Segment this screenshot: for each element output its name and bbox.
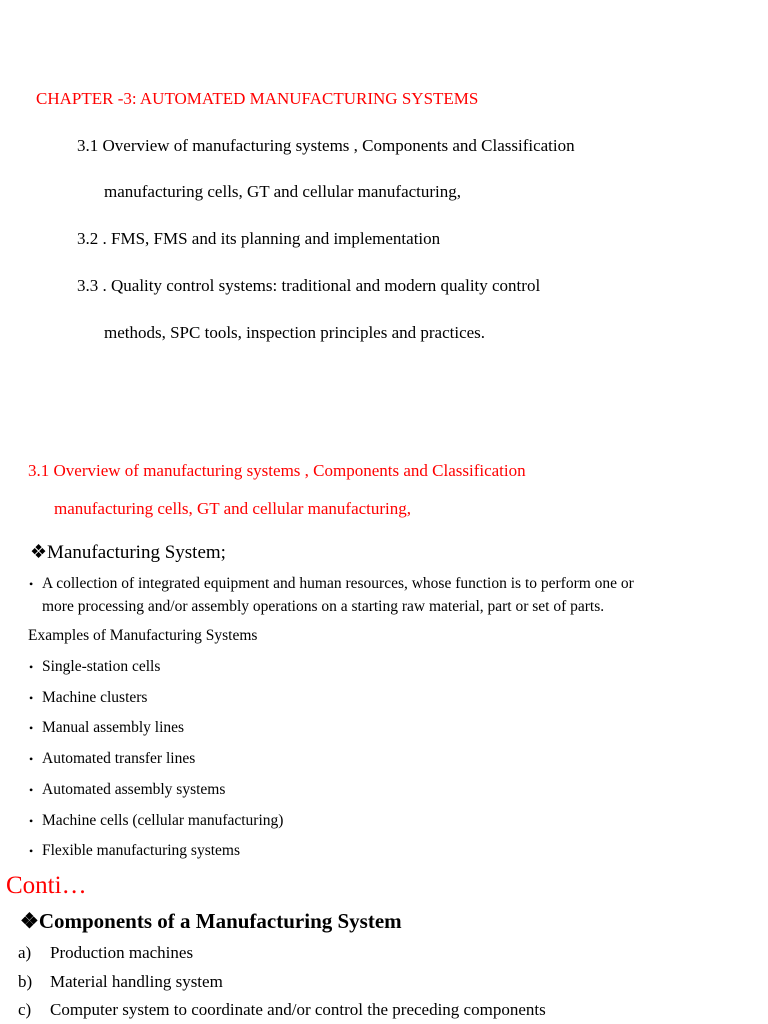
bullet-dot-icon: • [29, 660, 34, 674]
examples-label: Examples of Manufacturing Systems [28, 627, 258, 644]
manufacturing-system-heading [30, 541, 226, 564]
list-item [29, 749, 429, 769]
bullet-dot-icon: • [29, 691, 34, 705]
list-marker: c) [18, 1000, 32, 1019]
definition-line2: more processing and/or assembly operations on a starting raw material, part or set of parts. [42, 598, 605, 615]
components-heading-text: Components of a Manufacturing System [38, 909, 402, 933]
section-heading-line2: manufacturing cells, GT and cellular manufacturing, [54, 499, 412, 518]
conti-label: Conti… [6, 872, 87, 899]
list-item-text: Computer system to coordinate and/or control the preceding components [50, 1000, 546, 1019]
bullet-dot-icon: • [29, 752, 34, 766]
diamond-bullet-icon: ❖ [30, 542, 48, 563]
list-item-text: Material handling system [50, 972, 223, 991]
list-item-text: Flexible manufacturing systems [42, 842, 241, 859]
toc-line-3-2: 3.2 . FMS, FMS and its planning and implementation [77, 229, 441, 248]
list-marker: b) [18, 972, 33, 991]
diamond-bullet-icon: ❖ [20, 909, 39, 933]
bullet-dot-icon: • [29, 814, 34, 828]
list-item-text: Automated assembly systems [42, 781, 226, 798]
list-item-text: Single-station cells [42, 658, 161, 675]
list-item [29, 657, 429, 677]
list-item-text: Machine clusters [42, 689, 148, 706]
definition-bullet [29, 574, 749, 618]
list-item-text: Machine cells (cellular manufacturing) [42, 812, 284, 829]
list-item [18, 1000, 718, 1022]
bullet-dot-icon: • [29, 577, 34, 591]
list-item [29, 688, 429, 708]
section-heading-line1: 3.1 Overview of manufacturing systems , Components and Classification [28, 461, 526, 480]
definition-line1: A collection of integrated equipment and human resources, whose function is to perform one or [42, 575, 634, 592]
chapter-title: CHAPTER -3: AUTOMATED MANUFACTURING SYSTEMS [36, 89, 479, 108]
list-item-text: Manual assembly lines [42, 719, 185, 736]
toc-line-3-1-cont: manufacturing cells, GT and cellular manufacturing, [104, 182, 462, 201]
list-item [18, 943, 718, 965]
list-item [29, 841, 429, 861]
manufacturing-system-heading-text: Manufacturing System; [47, 542, 226, 563]
list-item-text: Production machines [50, 943, 194, 962]
list-item [29, 780, 429, 800]
bullet-dot-icon: • [29, 844, 34, 858]
list-item [18, 972, 718, 994]
list-item-text: Automated transfer lines [42, 750, 196, 767]
bullet-dot-icon: • [29, 721, 34, 735]
toc-line-3-1: 3.1 Overview of manufacturing systems , Components and Classification [77, 136, 575, 155]
components-heading [20, 909, 402, 934]
toc-line-3-3-cont: methods, SPC tools, inspection principles and practices. [104, 323, 486, 342]
list-item [29, 811, 429, 831]
list-item [29, 718, 429, 738]
toc-line-3-3: 3.3 . Quality control systems: traditional and modern quality control [77, 276, 541, 295]
list-marker: a) [18, 943, 32, 962]
bullet-dot-icon: • [29, 783, 34, 797]
